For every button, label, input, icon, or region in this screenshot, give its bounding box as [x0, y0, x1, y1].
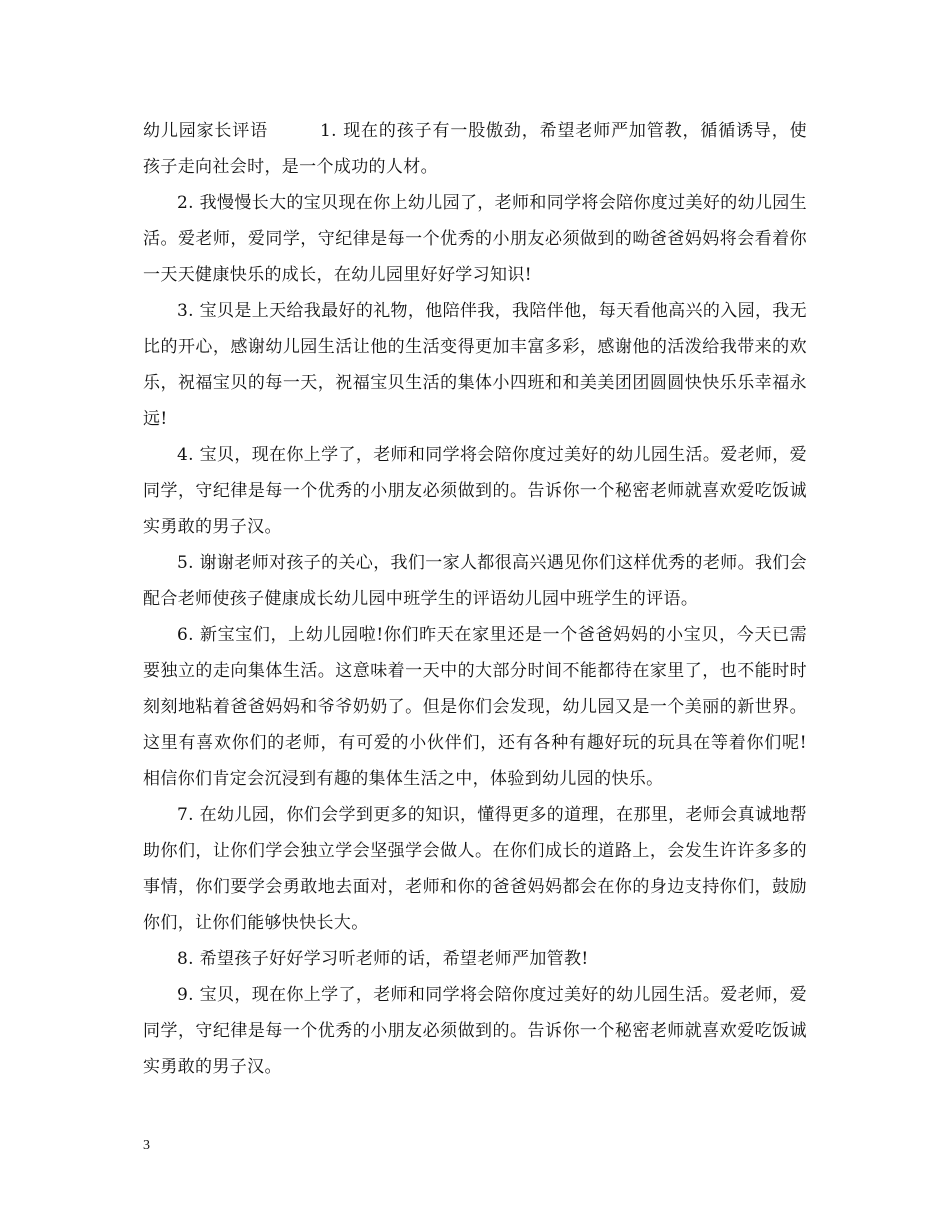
document-title: 幼儿园家长评语 — [143, 121, 269, 141]
paragraph-8: 8. 希望孩子好好学习听老师的话，希望老师严加管教! — [177, 949, 589, 969]
paragraph-3: 3. 宝贝是上天给我最好的礼物，他陪伴我，我陪伴他，每天看他高兴的入园，我无比的开心，感谢幼儿园生活让他的生活变得更加丰富多彩，感谢他的活泼给我带来的欢乐，祝福宝贝的每一天，祝福宝贝生活的集体小四班和和美美团团圆圆快快乐乐幸福永远! — [143, 301, 807, 429]
document-body — [143, 113, 807, 1085]
paragraph-5: 5. 谢谢老师对孩子的关心，我们一家人都很高兴遇见你们这样优秀的老师。我们会配合老师使孩子健康成长幼儿园中班学生的评语幼儿园中班学生的评语。 — [143, 553, 807, 609]
page-number: 3 — [143, 1138, 150, 1153]
paragraph-4: 4. 宝贝，现在你上学了，老师和同学将会陪你度过美好的幼儿园生活。爱老师，爱同学，守纪律是每一个优秀的小朋友必须做到的。告诉你一个秘密老师就喜欢爱吃饭诚实勇敢的男子汉。 — [143, 445, 807, 537]
paragraph-6: 6. 新宝宝们，上幼儿园啦!你们昨天在家里还是一个爸爸妈妈的小宝贝，今天已需要独立的走向集体生活。这意味着一天中的大部分时间不能都待在家里了，也不能时时刻刻地粘着爸爸妈妈和爷爷奶奶了。但是你们会发现，幼儿园又是一个美丽的新世界。这里有喜欢你们的老师，有可爱的小伙伴们，还有各种有趣好玩的玩具在等着你们呢!相信你们肯定会沉浸到有趣的集体生活之中，体验到幼儿园的快乐。 — [143, 625, 807, 789]
paragraph-text: 1. 现在的孩子有一股傲劲，希望老师严加管教，循循诱导，使孩子走向社会时，是一个成功的人材。 — [143, 121, 807, 177]
paragraph-7: 7. 在幼儿园，你们会学到更多的知识，懂得更多的道理，在那里，老师会真诚地帮助你们，让你们学会独立学会坚强学会做人。在你们成长的道路上，会发生许许多多的事情，你们要学会勇敢地去面对，老师和你的爸爸妈妈都会在你的身边支持你们，鼓励你们，让你们能够快快长大。 — [143, 805, 807, 933]
paragraph-9: 9. 宝贝，现在你上学了，老师和同学将会陪你度过美好的幼儿园生活。爱老师，爱同学，守纪律是每一个优秀的小朋友必须做到的。告诉你一个秘密老师就喜欢爱吃饭诚实勇敢的男子汉。 — [143, 985, 807, 1077]
paragraph-2: 2. 我慢慢长大的宝贝现在你上幼儿园了，老师和同学将会陪你度过美好的幼儿园生活。爱老师，爱同学，守纪律是每一个优秀的小朋友必须做到的呦爸爸妈妈将会看着你一天天健康快乐的成长，在幼儿园里好好学习知识! — [143, 193, 807, 285]
paragraph-1 — [143, 113, 807, 185]
